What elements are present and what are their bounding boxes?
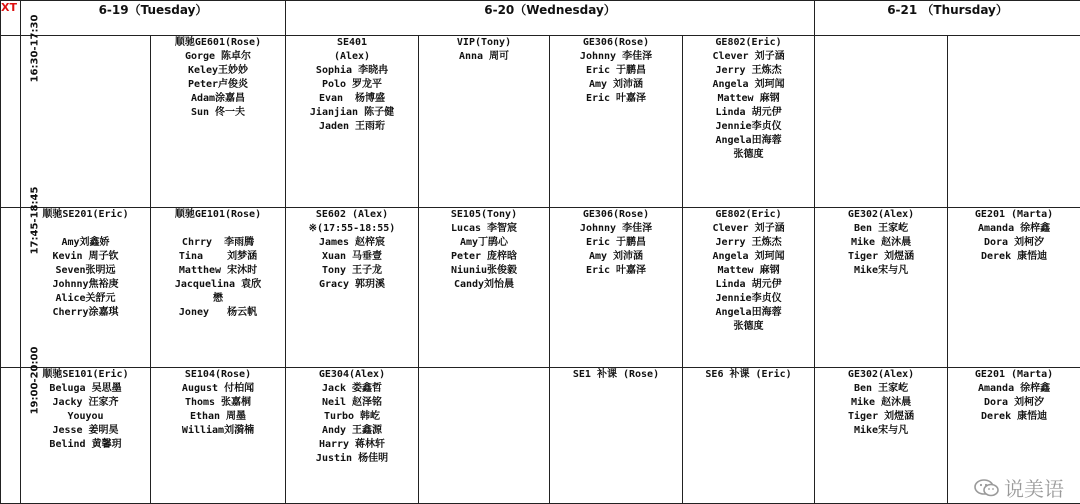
class-cell xyxy=(419,36,550,208)
student-name: Mattew 麻钢 xyxy=(717,265,780,276)
class-cell xyxy=(815,368,948,504)
time-slot-cell xyxy=(1,346,41,504)
student-name: Ben 王家屹 xyxy=(854,223,909,234)
student-name: Johnny 李佳泽 xyxy=(579,223,653,234)
watermark-text: 说美语 xyxy=(1004,477,1064,501)
student-name: Mike 赵沐晨 xyxy=(850,397,912,408)
class-cell xyxy=(815,36,948,208)
student-name: Tiger 刘煜涵 xyxy=(847,411,915,422)
student-name: Chrry 李雨腾 xyxy=(181,237,255,248)
student-name: Matthew 宋沐时 xyxy=(178,265,258,276)
student-name: Lucas 李智宸 xyxy=(450,223,518,234)
student-name: Seven张明远 xyxy=(55,265,116,276)
student-name: Amy 刘沛涵 xyxy=(588,251,644,262)
class-cell xyxy=(151,36,286,208)
student-name: Jerry 王炼杰 xyxy=(715,65,782,76)
time-slot-label: 17:45-18:45 xyxy=(29,186,41,255)
student-name: Jacquelina 袁欣 xyxy=(174,279,262,290)
student-name: Tony 王子龙 xyxy=(321,265,383,276)
class-cell xyxy=(815,208,948,368)
student-name: Evan 杨博盛 xyxy=(318,93,386,104)
time-slot-label: 19:00-20:00 xyxy=(29,346,41,415)
student-name: Dora 刘柯汐 xyxy=(983,237,1045,248)
student-name: Amanda 徐梓鑫 xyxy=(977,383,1051,394)
class-cell xyxy=(683,208,815,368)
class-cell xyxy=(550,36,683,208)
student-name: Clever 刘子涵 xyxy=(712,223,785,234)
class-title: SE602 (Alex) xyxy=(315,209,389,220)
class-cell xyxy=(683,36,815,208)
day-header-thursday: 6-21 （Thursday） xyxy=(815,1,1080,36)
student-name: Angela田海蓉 xyxy=(715,307,782,318)
student-name: Jennie李贞仪 xyxy=(715,293,782,304)
class-cell xyxy=(419,208,550,368)
student-name: James 赵梓宸 xyxy=(318,237,386,248)
student-name: Amanda 徐梓鑫 xyxy=(977,223,1051,234)
class-title: SE1 补课 (Rose) xyxy=(572,369,660,380)
student-name: Mike宋与凡 xyxy=(854,265,909,276)
class-title: SE6 补课 (Eric) xyxy=(705,369,792,380)
student-name: Johnny焦裕庚 xyxy=(52,279,119,290)
student-name: Andy 王鑫源 xyxy=(321,425,383,436)
class-title: 顺驰GE601(Rose) xyxy=(174,37,262,48)
student-name: Angela田海蓉 xyxy=(715,135,782,146)
class-title: GE304(Alex) xyxy=(318,369,386,380)
student-name: Candy刘怡晨 xyxy=(453,279,515,290)
class-cell xyxy=(151,368,286,504)
header-row xyxy=(1,1,1080,36)
student-name: Mattew 麻钢 xyxy=(717,93,780,104)
time-row xyxy=(1,36,1080,208)
student-name: Anna 周可 xyxy=(458,51,510,62)
student-name: William刘漪楠 xyxy=(181,425,255,436)
student-name: Mike 赵沐晨 xyxy=(850,237,912,248)
class-cell xyxy=(419,368,550,504)
student-name: Polo 罗龙平 xyxy=(321,79,383,90)
time-row xyxy=(1,368,1080,504)
student-name: Eric 于鹏昌 xyxy=(585,237,647,248)
class-title: VIP(Tony) xyxy=(456,37,512,48)
student-name: Clever 刘子涵 xyxy=(712,51,785,62)
student-name: Peter 庞梓晗 xyxy=(450,251,518,262)
student-name: Cherry涂嘉琪 xyxy=(52,307,119,318)
student-name: Ethan 周墨 xyxy=(189,411,247,422)
class-title: GE201 (Marta) xyxy=(974,209,1054,220)
student-name: Jesse 姜明昊 xyxy=(52,425,119,436)
class-title: GE201 (Marta) xyxy=(974,369,1054,380)
class-title: GE306(Rose) xyxy=(582,37,650,48)
student-name: Angela 刘珂闻 xyxy=(712,251,785,262)
time-slot-cell xyxy=(1,186,41,368)
student-name: Angela 刘珂闻 xyxy=(712,79,785,90)
student-name: Eric 叶嘉泽 xyxy=(585,265,647,276)
student-name: (Alex) xyxy=(333,51,371,62)
student-name: August 付柏闻 xyxy=(181,383,255,394)
student-name xyxy=(151,222,285,236)
day-header-wednesday: 6-20（Wednesday） xyxy=(286,1,815,36)
watermark xyxy=(974,473,1064,502)
student-name: Belind 黄馨玥 xyxy=(49,439,122,450)
student-name: Amy丁鹃心 xyxy=(459,237,509,248)
student-name: Harry 蒋林轩 xyxy=(318,439,386,450)
class-title: 顺驰SE201(Eric) xyxy=(42,209,129,220)
student-name: Ben 王家屹 xyxy=(854,383,909,394)
class-cell xyxy=(550,208,683,368)
student-name: Tiger 刘煜涵 xyxy=(847,251,915,262)
student-name: Johnny 李佳泽 xyxy=(579,51,653,62)
class-cell xyxy=(286,36,419,208)
student-name: Linda 胡元伊 xyxy=(715,279,782,290)
student-name: ※(17:55-18:55) xyxy=(308,223,396,234)
corner-label: XT xyxy=(1,1,21,36)
student-name: Beluga 吴思墨 xyxy=(49,383,122,394)
student-name: Niuniu张俊毅 xyxy=(450,265,518,276)
class-title: GE802(Eric) xyxy=(715,37,782,48)
student-name: Jerry 王炼杰 xyxy=(715,237,782,248)
student-name: Turbo 韩屹 xyxy=(323,411,381,422)
student-name: Xuan 马垂壹 xyxy=(321,251,383,262)
student-name: 张德度 xyxy=(733,149,764,160)
time-slot-label: 16:30-17:30 xyxy=(29,14,41,83)
student-name: Jacky 汪家齐 xyxy=(52,397,119,408)
student-name: Justin 杨佳明 xyxy=(315,453,389,464)
day-header-tuesday: 6-19（Tuesday） xyxy=(21,1,286,36)
student-name: Neil 赵泽铭 xyxy=(321,397,383,408)
student-name: Kevin 周子钦 xyxy=(52,251,119,262)
student-name: Dora 刘柯汐 xyxy=(983,397,1045,408)
student-name: Adam涂嘉昌 xyxy=(190,93,246,104)
class-cell xyxy=(683,368,815,504)
student-name: Derek 康悟迪 xyxy=(980,251,1048,262)
student-name: Linda 胡元伊 xyxy=(715,107,782,118)
class-cell xyxy=(948,36,1080,208)
student-name: Jianjian 陈子健 xyxy=(309,107,395,118)
student-name: Peter卢俊炎 xyxy=(187,79,249,90)
student-name: Eric 于鹏昌 xyxy=(585,65,647,76)
time-row xyxy=(1,208,1080,368)
student-name: Youyou xyxy=(67,411,104,422)
student-name: 懋 xyxy=(213,293,223,304)
class-title: 顺驰SE101(Eric) xyxy=(42,369,129,380)
student-name: Gorge 陈卓尔 xyxy=(184,51,252,62)
student-name: Derek 康悟迪 xyxy=(980,411,1048,422)
class-title: SE104(Rose) xyxy=(184,369,252,380)
student-name: Jaden 王雨珩 xyxy=(318,121,386,132)
class-cell xyxy=(286,368,419,504)
wechat-icon xyxy=(974,478,1000,498)
time-slot-cell xyxy=(1,14,41,208)
student-name: Mike宋与凡 xyxy=(854,425,909,436)
student-name: Sophia 李晓冉 xyxy=(315,65,389,76)
class-cell xyxy=(550,368,683,504)
student-name: Jack 娄鑫哲 xyxy=(321,383,383,394)
class-title: GE302(Alex) xyxy=(847,209,915,220)
class-title: GE802(Eric) xyxy=(715,209,782,220)
class-cell xyxy=(286,208,419,368)
student-name: Sun 佟一夫 xyxy=(190,107,246,118)
student-name: Eric 叶嘉泽 xyxy=(585,93,647,104)
student-name: Keley王妙妙 xyxy=(187,65,249,76)
class-title: SE401 xyxy=(336,37,368,48)
student-name: Thoms 张嘉桐 xyxy=(184,397,252,408)
class-title: 顺驰GE101(Rose) xyxy=(174,209,262,220)
student-name: Amy刘鑫娇 xyxy=(61,237,110,248)
class-title: SE105(Tony) xyxy=(450,209,518,220)
class-title: GE306(Rose) xyxy=(582,209,650,220)
student-name: 张德度 xyxy=(733,321,764,332)
student-name: Joney 杨云帆 xyxy=(178,307,258,318)
student-name: Alice关舒元 xyxy=(55,293,116,304)
class-cell xyxy=(948,208,1080,368)
student-name: Tina 刘梦涵 xyxy=(178,251,258,262)
class-cell xyxy=(151,208,286,368)
student-name: Amy 刘沛涵 xyxy=(588,79,644,90)
student-name: Gracy 郭玥溪 xyxy=(318,279,386,290)
class-title: GE302(Alex) xyxy=(847,369,915,380)
student-name: Jennie李贞仪 xyxy=(715,121,782,132)
